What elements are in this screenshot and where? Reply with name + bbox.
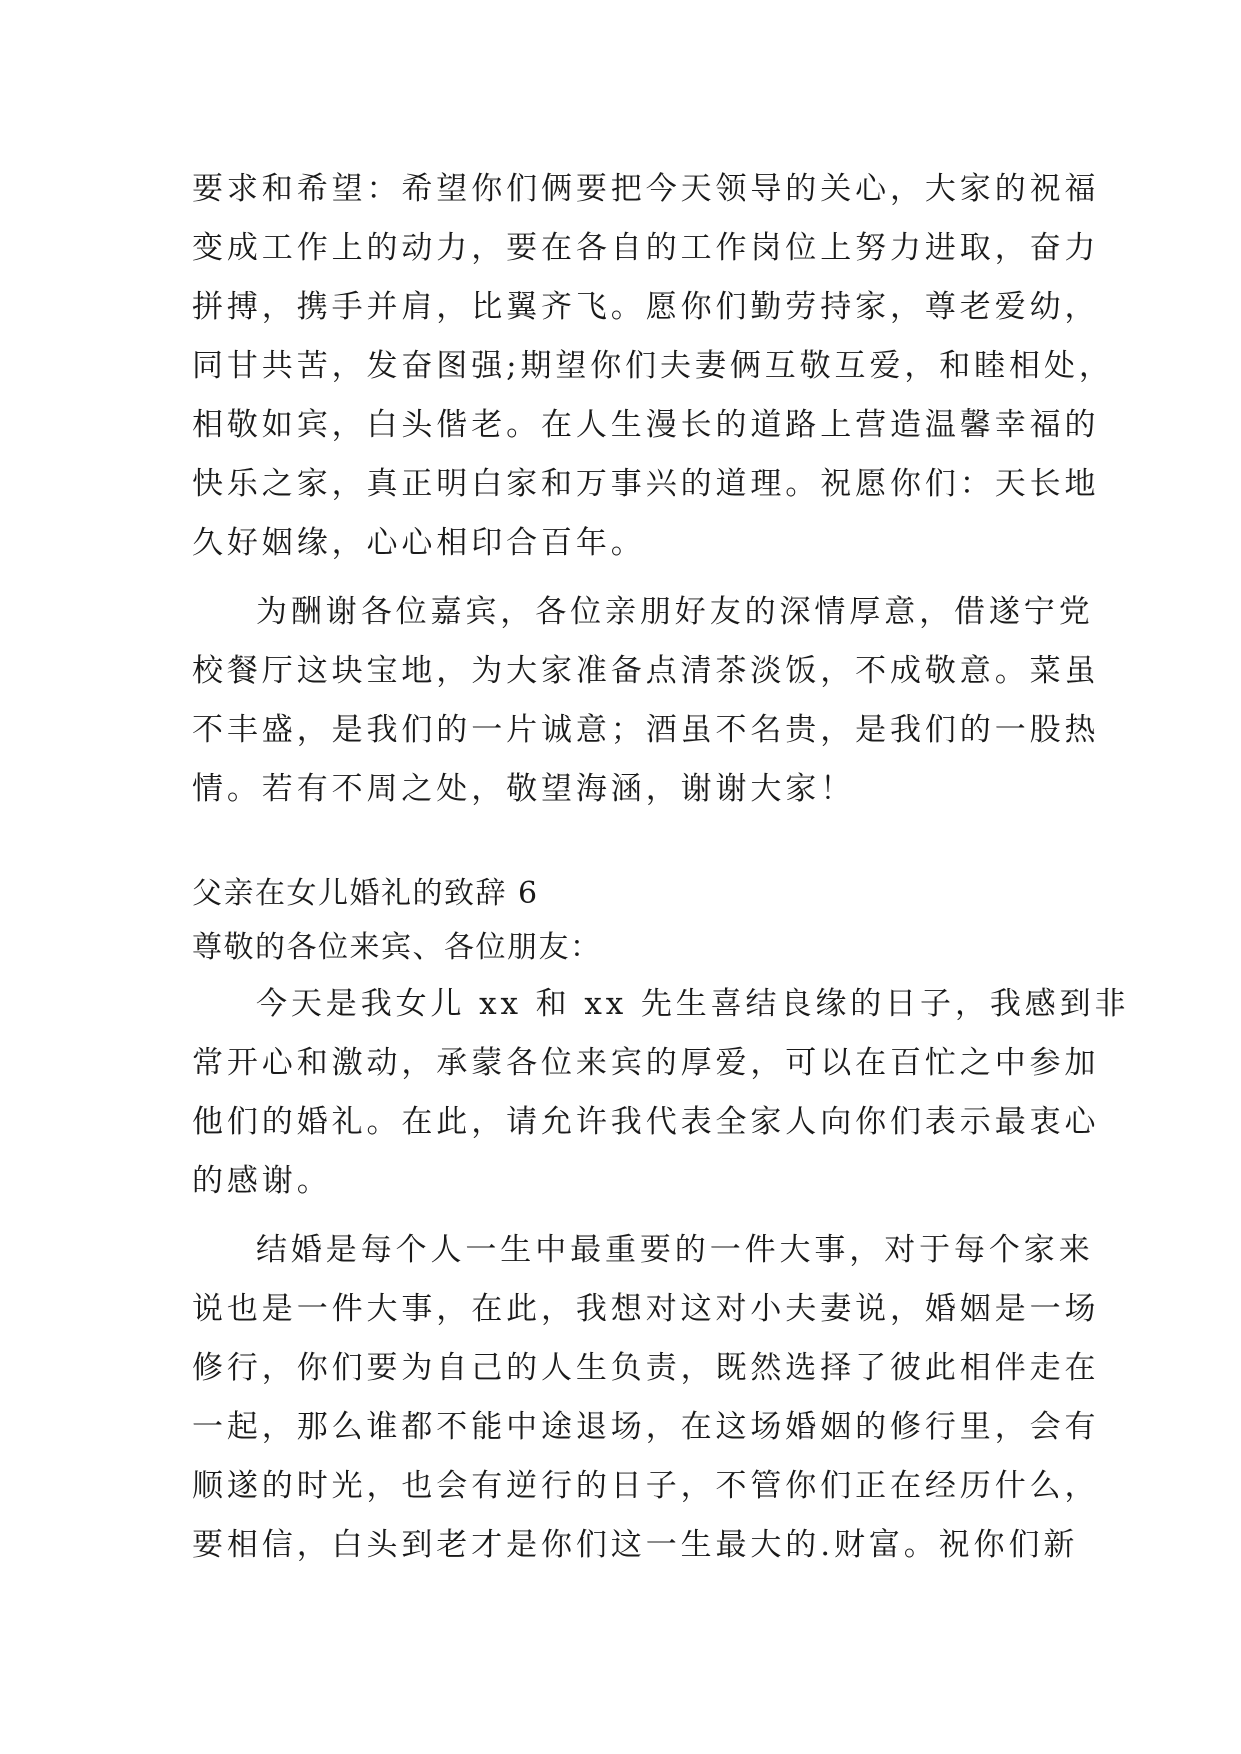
paragraph — [192, 583, 1100, 819]
text-line: 的感谢。 — [192, 1163, 332, 1199]
section-title: 父亲在女儿婚礼的致辞 6 — [192, 876, 539, 911]
text-line: 同甘共苦，发奋图强;期望你们夫妻俩互敬互爱，和睦相处， — [192, 348, 1114, 384]
salutation: 尊敬的各位来宾、各位朋友： — [192, 930, 602, 965]
text-line: 常开心和激动，承蒙各位来宾的厚爱，可以在百忙之中参加 — [192, 1045, 1100, 1081]
text-line: 今天是我女儿 xx 和 xx 先生喜结良缘的日子，我感到非 — [256, 986, 1130, 1022]
text-line: 修行，你们要为自己的人生负责，既然选择了彼此相伴走在 — [192, 1350, 1100, 1386]
text-line: 说也是一件大事，在此，我想对这对小夫妻说，婚姻是一场 — [192, 1291, 1100, 1327]
text-line: 情。若有不周之处，敬望海涵，谢谢大家！ — [192, 771, 856, 807]
text-line: 他们的婚礼。在此，请允许我代表全家人向你们表示最衷心 — [192, 1104, 1100, 1140]
text-line: 不丰盛，是我们的一片诚意；酒虽不名贵，是我们的一股热 — [192, 712, 1100, 748]
text-line: 顺遂的时光，也会有逆行的日子，不管你们正在经历什么， — [192, 1468, 1100, 1504]
text-line: 一起，那么谁都不能中途退场，在这场婚姻的修行里，会有 — [192, 1409, 1100, 1445]
text-line: 拼搏，携手并肩，比翼齐飞。愿你们勤劳持家，尊老爱幼， — [192, 289, 1100, 325]
paragraph — [192, 975, 1130, 1211]
document-body — [192, 160, 1130, 1575]
text-line: 结婚是每个人一生中最重要的一件大事，对于每个家来 — [256, 1232, 1094, 1268]
text-line: 久好姻缘，心心相印合百年。 — [192, 525, 646, 561]
text-line: 要相信，白头到老才是你们这一生最大的.财富。祝你们新 — [192, 1527, 1079, 1563]
text-line: 变成工作上的动力，要在各自的工作岗位上努力进取，奋力 — [192, 230, 1100, 266]
text-line: 为酬谢各位嘉宾，各位亲朋好友的深情厚意，借遂宁党 — [256, 594, 1094, 630]
text-line: 相敬如宾，白头偕老。在人生漫长的道路上营造温馨幸福的 — [192, 407, 1100, 443]
paragraph — [192, 1221, 1100, 1575]
text-line: 快乐之家，真正明白家和万事兴的道理。祝愿你们：天长地 — [192, 466, 1100, 502]
paragraph — [192, 160, 1114, 573]
text-line: 校餐厅这块宝地，为大家准备点清茶淡饭，不成敬意。菜虽 — [192, 653, 1100, 689]
text-line: 要求和希望：希望你们俩要把今天领导的关心，大家的祝福 — [192, 171, 1100, 207]
